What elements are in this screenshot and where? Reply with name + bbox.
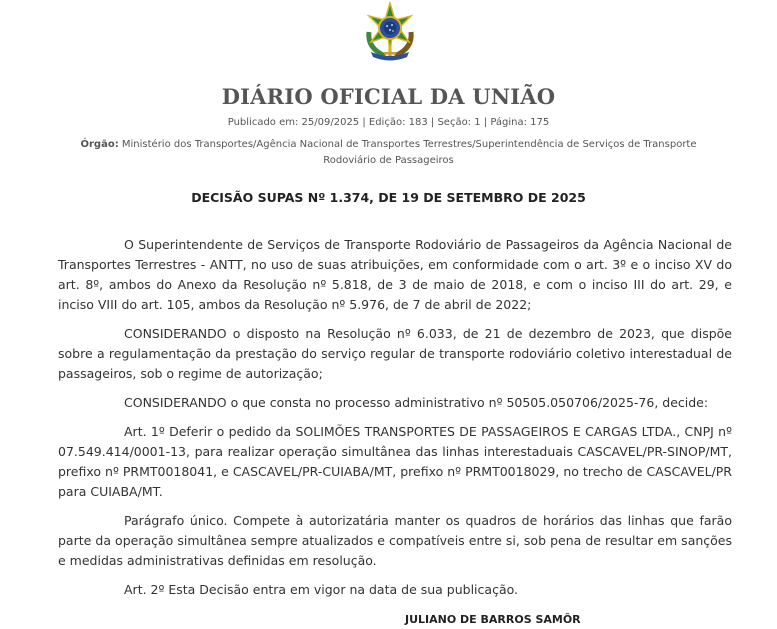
orgao-value: Ministério dos Transportes/Agência Nacional de Transportes Terrestres/Superintendência de Serviços de Transporte Rodoviário de Passageiros	[121, 139, 697, 166]
publication-info: Publicado em: 25/09/2025 | Edição: 183 | Seção: 1 | Página: 175	[227, 117, 550, 128]
preamble-paragraph: O Superintendente de Serviços de Transporte Rodoviário de Passageiros da Agência Nacional de Transportes Terrestres - ANTT, no uso de suas atribuições, em conformidade com o art. 3º e o inciso XV do art. 8º, ambos do Anexo da Resolução nº 5.818, de 3 de maio de 2018, e com o inciso III do art. 29, e inciso VIII do art. 105, ambos da Resolução nº 5.976, de 7 de abril de 2022;	[58, 237, 732, 312]
document-body	[58, 235, 732, 609]
article-1-paragraph: Art. 1º Deferir o pedido da SOLIMÕES TRANSPORTES DE PASSAGEIROS E CARGAS LTDA., CNPJ nº 07.549.414/0001-13, para realizar operação simultânea das linhas interestaduais CASCAVEL/PR-SINOP/MT, prefixo nº PRMT0018041, e CASCAVEL/PR-CUIABA/MT, prefixo nº PRMT0018029, no trecho de CASCAVEL/PR para CUIABA/MT.	[58, 424, 732, 499]
brazil-coat-of-arms-icon	[359, 2, 421, 62]
masthead: DIÁRIO OFICIAL DA UNIÃO	[221, 84, 556, 109]
document-title: DECISÃO SUPAS Nº 1.374, DE 19 DE SETEMBRO DE 2025	[191, 190, 586, 205]
considerando-paragraph-2: CONSIDERANDO o que consta no processo administrativo nº 50505.050706/2025-76, decide:	[124, 395, 709, 410]
orgao-label: Órgão:	[80, 139, 119, 150]
article-2-paragraph: Art. 2º Esta Decisão entra em vigor na data de sua publicação.	[124, 582, 519, 597]
paragrafo-unico: Parágrafo único. Compete à autorizatária manter os quadros de horários das linhas que farão parte da operação simultânea sempre atualizados e compatíveis entre si, sob pena de resultar em sanções e medidas administrativas definidas em resolução.	[58, 513, 732, 568]
considerando-paragraph-1: CONSIDERANDO o disposto na Resolução nº 6.033, de 21 de dezembro de 2023, que dispõe sobre a regulamentação da prestação do serviço regular de transporte rodoviário coletivo interestadual de passageiros, sob o regime de autorização;	[58, 326, 732, 381]
orgao-line	[70, 137, 707, 169]
signature: JULIANO DE BARROS SAMÔR	[405, 613, 581, 626]
